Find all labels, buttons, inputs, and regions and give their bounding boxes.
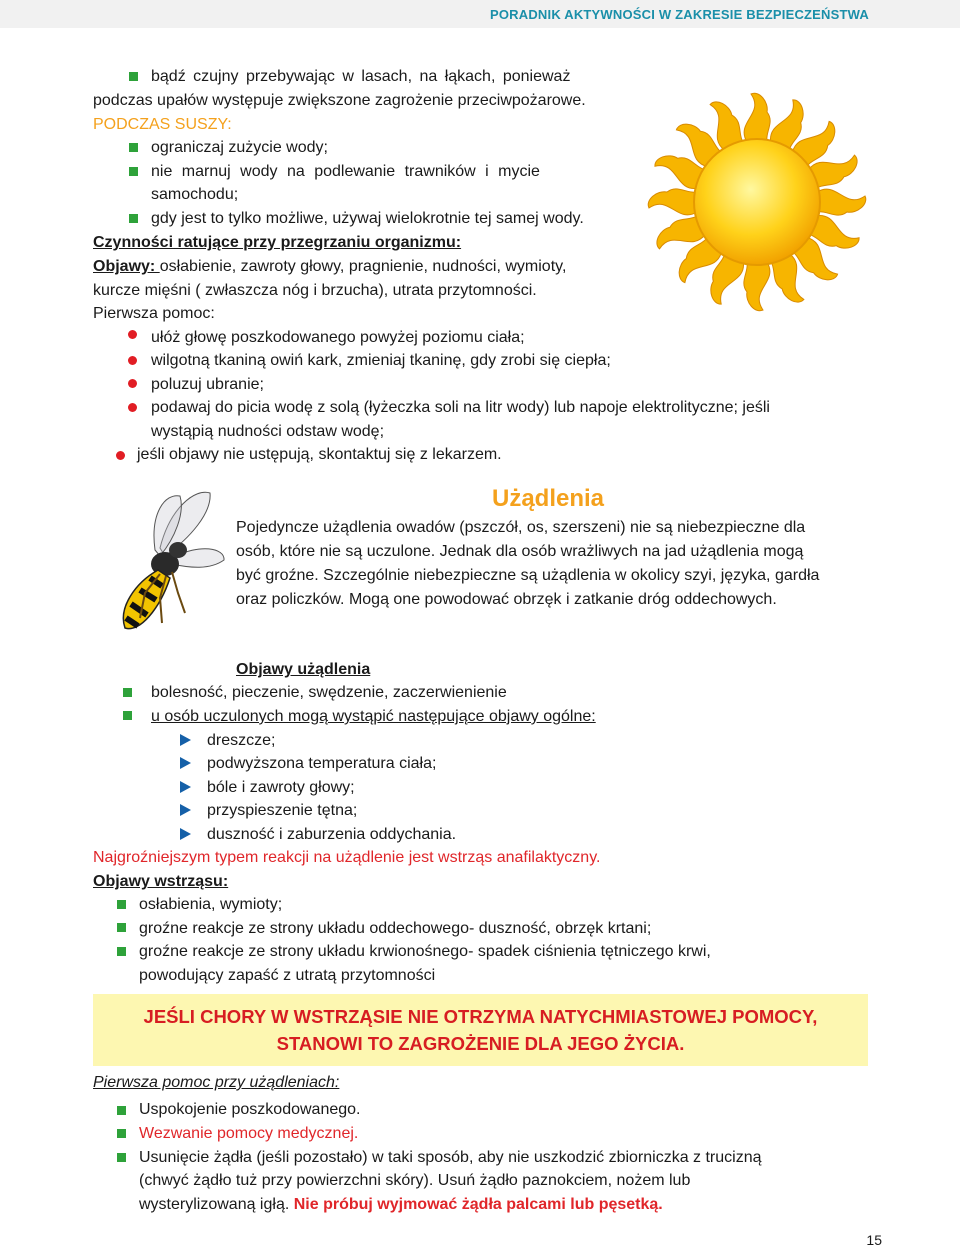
banner-line: JEŚLI CHORY W WSTRZĄSIE NIE OTRZYMA NATYCHMIASTOWEJ POMOCY, bbox=[143, 1006, 818, 1027]
paragraph-line: Pojedyncze użądlenia owadów (pszczół, os, szerszeni) nie są niebezpieczne dla bbox=[236, 519, 806, 536]
bullet-dot bbox=[128, 403, 137, 412]
text-line: bądź czujny przebywając w lasach, na łąkach, ponieważ bbox=[151, 68, 571, 85]
sun-ray bbox=[744, 93, 770, 142]
bullet-arrow bbox=[180, 828, 191, 840]
bullet-arrow bbox=[180, 781, 191, 793]
bullet-square bbox=[117, 923, 126, 932]
aid-label: Pierwsza pomoc: bbox=[93, 305, 215, 322]
bullet-arrow bbox=[180, 804, 191, 816]
sun-ray bbox=[648, 189, 697, 215]
bullet-square bbox=[117, 1153, 126, 1162]
list-item: bóle i zawroty głowy; bbox=[207, 779, 355, 796]
bullet-square bbox=[129, 214, 138, 223]
warning-text: Najgroźniejszym typem reakcji na użądlenie jest wstrząs anafilaktyczny. bbox=[93, 849, 601, 866]
bullet-square bbox=[123, 688, 132, 697]
bullet-dot bbox=[116, 451, 125, 460]
list-item: Uspokojenie poszkodowanego. bbox=[139, 1101, 361, 1118]
bullet-square bbox=[123, 711, 132, 720]
warning-text: Nie próbuj wyjmować żądła palcami lub pęsetką. bbox=[293, 1196, 663, 1213]
symptoms-label: Objawy: bbox=[93, 258, 160, 275]
list-item: wilgotną tkaniną owiń kark, zmieniaj tkaninę, gdy zrobi się ciepła; bbox=[151, 352, 611, 369]
paragraph-line: być groźne. Szczególnie niebezpieczne są użądlenia w okolicy szyi, języka, gardła bbox=[236, 567, 820, 584]
list-item: poluzuj ubranie; bbox=[151, 376, 264, 393]
bullet-square bbox=[117, 900, 126, 909]
list-item: Usunięcie żądła (jeśli pozostało) w taki sposób, aby nie uszkodzić zbiorniczka z trucizną bbox=[139, 1149, 762, 1166]
list-item: (chwyć żądło tuż przy powierzchni skóry). Usuń żądło paznokciem, nożem lub bbox=[139, 1172, 691, 1189]
paragraph-line: osób, które nie są uczulone. Jednak dla osób wrażliwych na jad użądlenia mogą bbox=[236, 543, 804, 560]
list-item: nie marnuj wody na podlewanie trawników i mycie bbox=[151, 163, 540, 180]
page-number: 15 bbox=[866, 1232, 882, 1248]
symptoms-text: osłabienie, zawroty głowy, pragnienie, nudności, wymioty, bbox=[159, 258, 567, 275]
bullet-square bbox=[129, 72, 138, 81]
list-item: gdy jest to tylko możliwe, używaj wielokrotnie tej samej wody. bbox=[151, 210, 584, 227]
bullet-square bbox=[117, 947, 126, 956]
bullet-square bbox=[129, 167, 138, 176]
bullet-dot bbox=[128, 379, 137, 388]
section-heading: PODCZAS SUSZY: bbox=[93, 116, 232, 133]
list-item: groźne reakcje ze strony układu krwionośnego- spadek ciśnienia tętniczego krwi, bbox=[139, 943, 711, 960]
section-title: Użądlenia bbox=[492, 485, 605, 512]
subheading: Objawy użądlenia bbox=[236, 661, 371, 678]
banner-line: STANOWI TO ZAGROŻENIE DLA JEGO ŻYCIA. bbox=[276, 1033, 685, 1054]
list-item: Wezwanie pomocy medycznej. bbox=[139, 1125, 359, 1142]
bullet-square bbox=[117, 1129, 126, 1138]
wasp-illustration bbox=[100, 488, 230, 646]
text-line: kurcze mięśni ( zwłaszcza nóg i brzucha), utrata przytomności. bbox=[93, 282, 537, 299]
list-item: ograniczaj zużycie wody; bbox=[151, 139, 328, 156]
subheading: Objawy wstrząsu: bbox=[93, 873, 229, 890]
list-item: wystąpią nudności odstaw wodę; bbox=[151, 423, 385, 440]
symptoms-line bbox=[93, 255, 566, 278]
page-header bbox=[0, 0, 960, 28]
warning-banner bbox=[93, 994, 868, 1066]
bullet-square bbox=[129, 143, 138, 152]
bullet-dot bbox=[128, 356, 137, 365]
header-title: PORADNIK AKTYWNOŚCI W ZAKRESIE BEZPIECZEŃSTWA bbox=[489, 7, 869, 22]
list-item: samochodu; bbox=[151, 186, 239, 203]
list-item: groźne reakcje ze strony układu oddechowego- duszność, obrzęk krtani; bbox=[139, 920, 652, 937]
list-item: przyspieszenie tętna; bbox=[207, 802, 358, 819]
list-item: duszność i zaburzenia oddychania. bbox=[207, 826, 457, 843]
list-item: ułóż głowę poszkodowanego powyżej poziomu ciała; bbox=[151, 329, 525, 346]
sun-ray bbox=[744, 262, 770, 311]
list-item-last bbox=[139, 1193, 663, 1216]
subheading: Pierwsza pomoc przy użądleniach: bbox=[93, 1074, 340, 1091]
sun-illustration bbox=[632, 72, 882, 332]
list-item: dreszcze; bbox=[207, 732, 276, 749]
list-item: jeśli objawy nie ustępują, skontaktuj się z lekarzem. bbox=[137, 446, 502, 463]
list-item: powodujący zapaść z utratą przytomności bbox=[139, 967, 436, 984]
list-item: osłabienia, wymioty; bbox=[139, 896, 283, 913]
bullet-arrow bbox=[180, 757, 191, 769]
section-heading: Czynności ratujące przy przegrzaniu organizmu: bbox=[93, 234, 462, 251]
text-line: podczas upałów występuje zwiększone zagrożenie przeciwpożarowe. bbox=[93, 92, 586, 109]
sun-ray bbox=[817, 189, 866, 215]
bullet-square bbox=[117, 1106, 126, 1115]
list-item: podawaj do picia wodę z solą (łyżeczka soli na litr wody) lub napoje elektrolityczne; jeśli bbox=[151, 399, 770, 416]
bullet-arrow bbox=[180, 734, 191, 746]
text: wysterylizowaną igłą. bbox=[139, 1196, 294, 1213]
bullet-dot bbox=[128, 330, 137, 339]
list-item: u osób uczulonych mogą wystąpić następujące objawy ogólne: bbox=[151, 708, 596, 725]
list-item: podwyższona temperatura ciała; bbox=[207, 755, 437, 772]
paragraph-line: oraz policzków. Mogą one powodować obrzęk i zatkanie dróg oddechowych. bbox=[236, 591, 777, 608]
list-item: bolesność, pieczenie, swędzenie, zaczerwienienie bbox=[151, 684, 507, 701]
